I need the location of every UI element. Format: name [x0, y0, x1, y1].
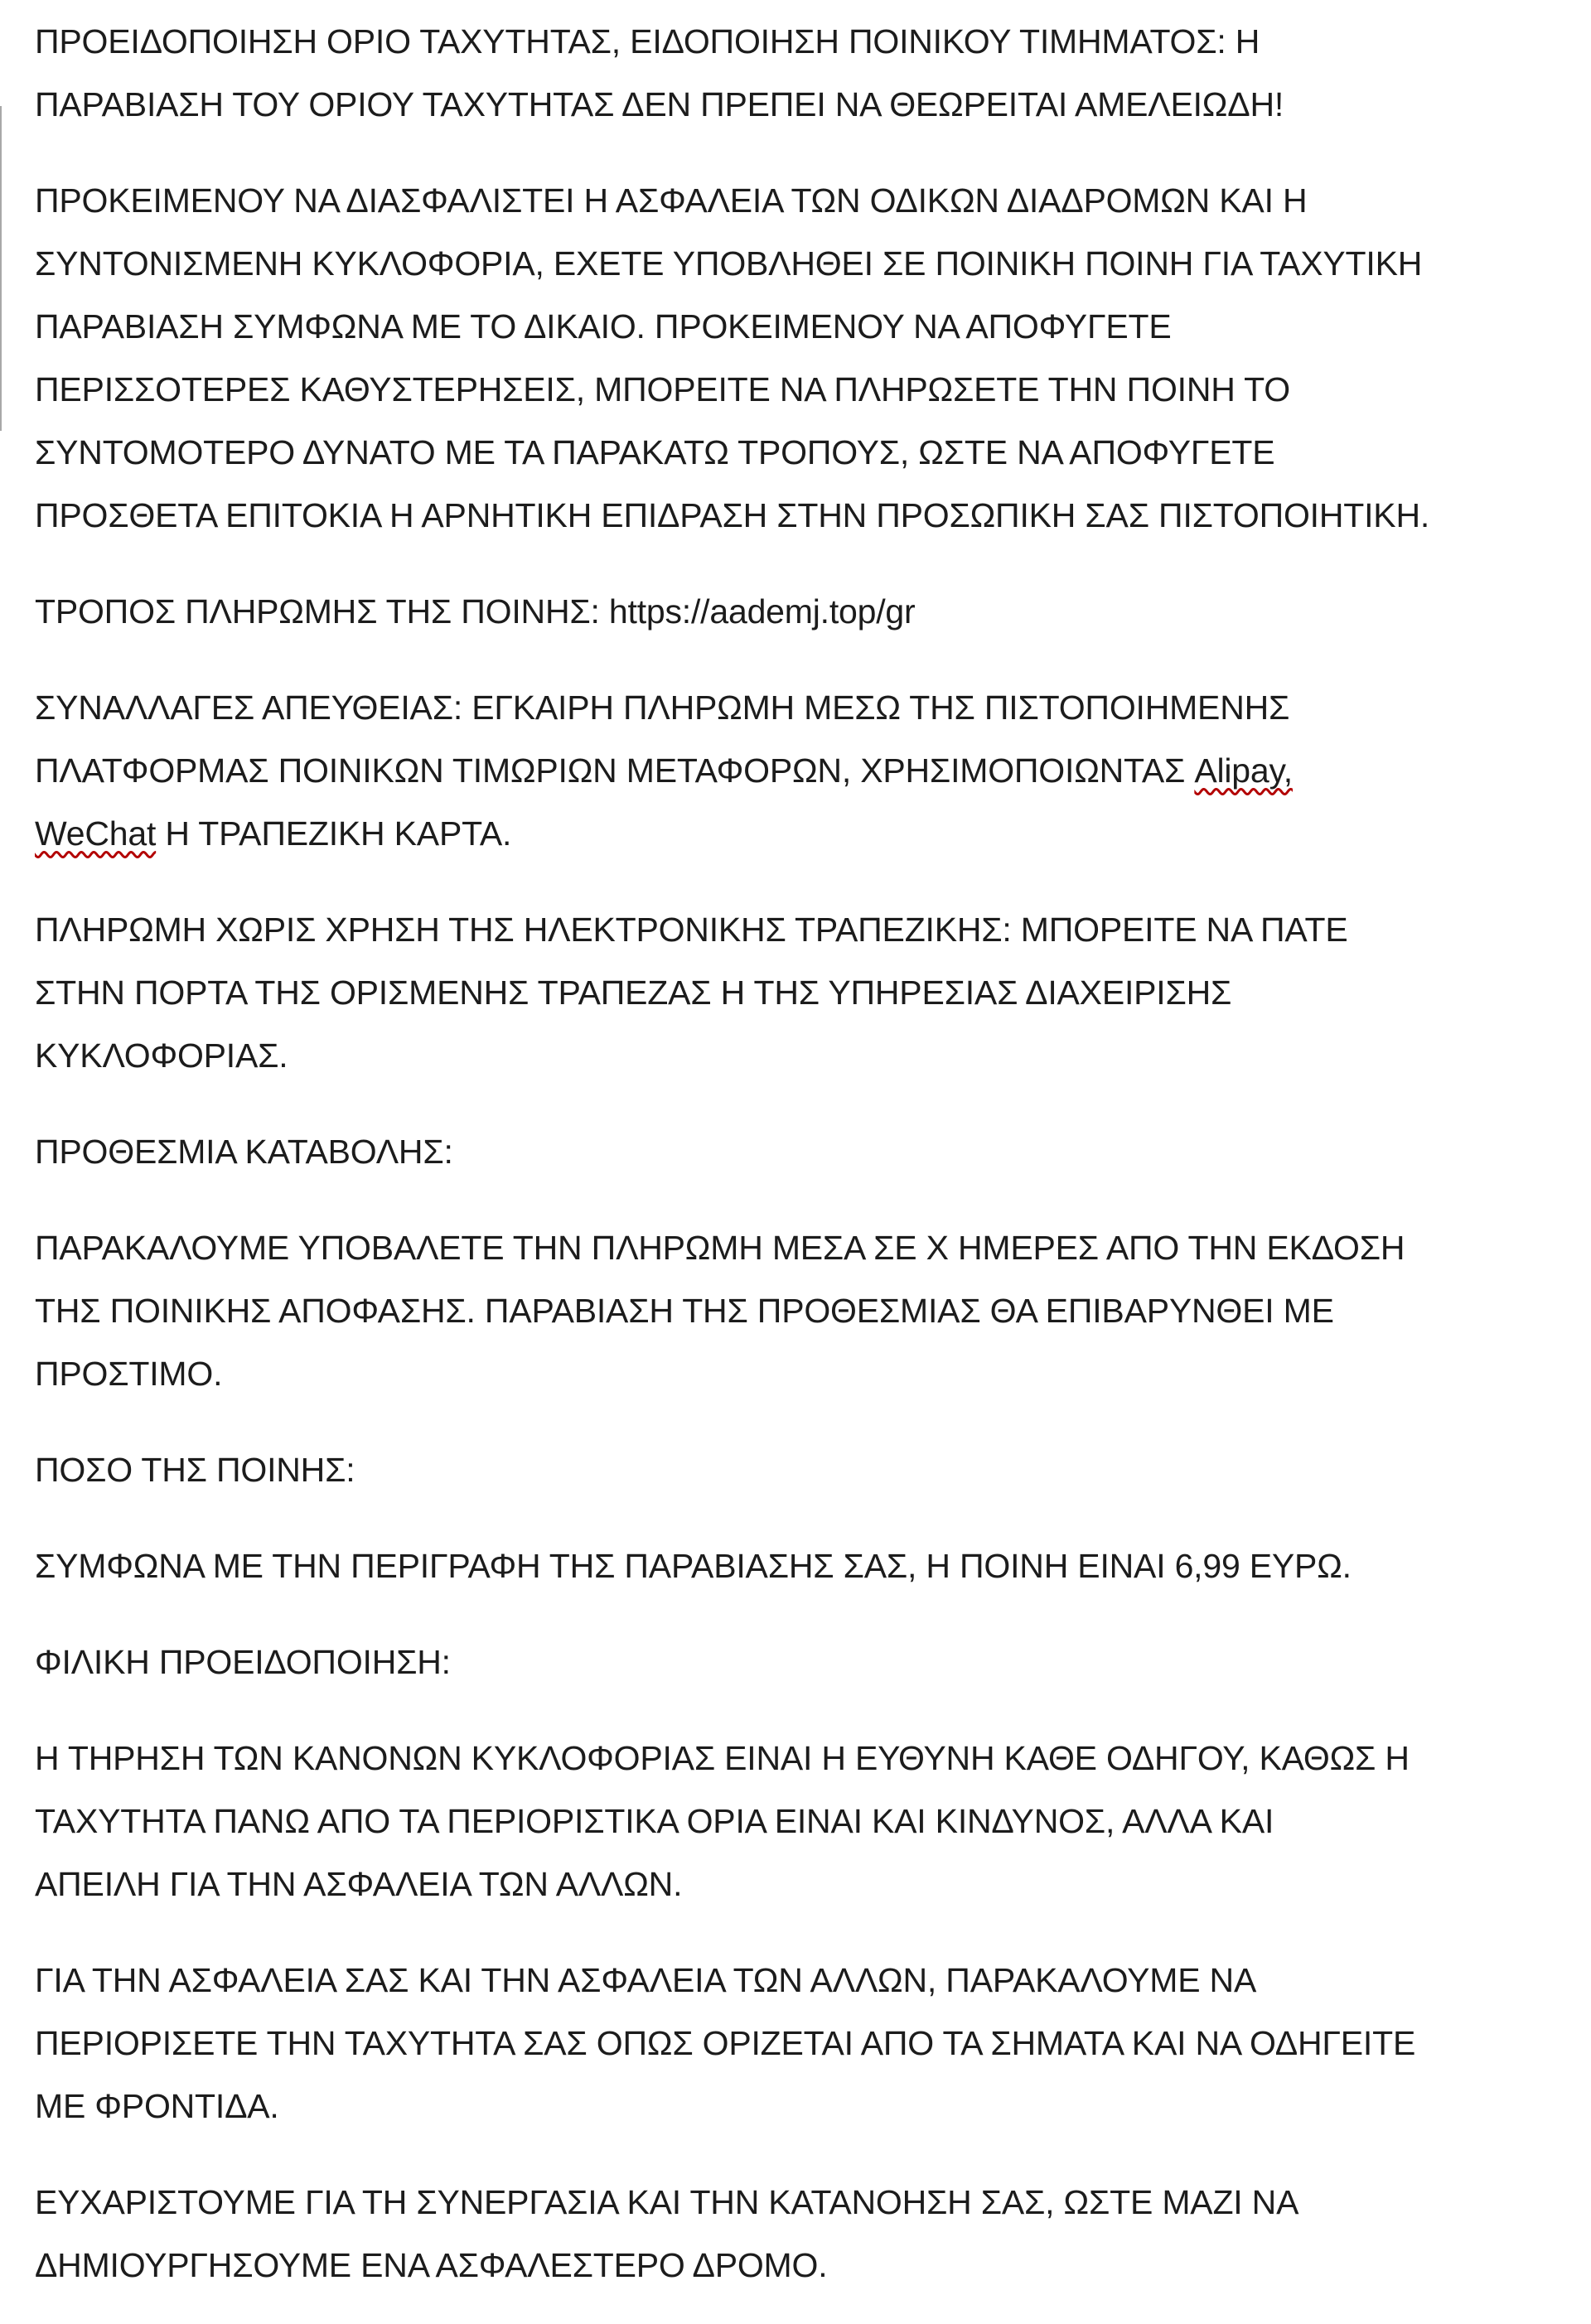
text-run: ΠΟΣΟ ΤΗΣ ΠΟΙΝΗΣ:	[35, 1451, 355, 1489]
text-run: ΠΡΟΚΕΙΜΕΝΟΥ ΝΑ ΔΙΑΣΦΑΛΙΣΤΕΙ Η ΑΣΦΑΛΕΙΑ ΤΩΝ ΟΔΙΚΩΝ ΔΙΑΔΡΟΜΩΝ ΚΑΙ Η	[35, 181, 1308, 220]
left-edge-artifact	[0, 106, 2, 431]
text-line	[35, 2234, 1558, 2297]
payment-method-url	[35, 580, 1558, 643]
text-run: ΠΕΡΙΣΣΟΤΕΡΕΣ ΚΑΘΥΣΤΕΡΗΣΕΙΣ, ΜΠΟΡΕΙΤΕ ΝΑ ΠΛΗΡΩΣΕΤΕ ΤΗΝ ΠΟΙΝΗ ΤΟ	[35, 370, 1290, 408]
text-run: ΣΥΝΤΟΝΙΣΜΕΝΗ ΚΥΚΛΟΦΟΡΙΑ, ΕΧΕΤΕ ΥΠΟΒΛΗΘΕΙ ΣΕ ΠΟΙΝΙΚΗ ΠΟΙΝΗ ΓΙΑ ΤΑΧΥΤΙΚΗ	[35, 244, 1423, 283]
text-run: ΣΥΜΦΩΝΑ ΜΕ ΤΗΝ ΠΕΡΙΓΡΑΦΗ ΤΗΣ ΠΑΡΑΒΙΑΣΗΣ ΣΑΣ, Η ΠΟΙΝΗ ΕΙΝΑΙ 6,99 ΕΥΡΩ.	[35, 1547, 1352, 1585]
direct-transactions	[35, 676, 1558, 865]
text-run: Η ΤΡΑΠΕΖΙΚΗ ΚΑΡΤΑ.	[156, 814, 512, 853]
text-line	[35, 1216, 1558, 1279]
text-line	[35, 10, 1558, 73]
text-run: ΠΡΟΣΤΙΜΟ.	[35, 1355, 223, 1393]
text-line	[35, 961, 1558, 1024]
text-line	[35, 1342, 1558, 1405]
intro-warning	[35, 10, 1558, 136]
text-run: ΣΥΝΑΛΛΑΓΕΣ ΑΠΕΥΘΕΙΑΣ: ΕΓΚΑΙΡΗ ΠΛΗΡΩΜΗ ΜΕΣΩ ΤΗΣ ΠΙΣΤΟΠΟΙΗΜΕΝΗΣ	[35, 689, 1290, 727]
payment-deadline-heading	[35, 1120, 1558, 1183]
text-run: ΣΤΗΝ ΠΟΡΤΑ ΤΗΣ ΟΡΙΣΜΕΝΗΣ ΤΡΑΠΕΖΑΣ Η ΤΗΣ ΥΠΗΡΕΣΙΑΣ ΔΙΑΧΕΙΡΙΣΗΣ	[35, 974, 1232, 1012]
text-line	[35, 169, 1558, 232]
text-run: ΤΡΟΠΟΣ ΠΛΗΡΩΜΗΣ ΤΗΣ ΠΟΙΝΗΣ:	[35, 592, 609, 631]
text-line	[35, 1120, 1558, 1183]
friendly-warning-heading	[35, 1631, 1558, 1693]
text-line	[35, 2075, 1558, 2138]
text-run: ΠΑΡΑΒΙΑΣΗ ΣΥΜΦΩΝΑ ΜΕ ΤΟ ΔΙΚΑΙΟ. ΠΡΟΚΕΙΜΕΝΟΥ ΝΑ ΑΠΟΦΥΓΕΤΕ	[35, 307, 1172, 345]
text-run: ΓΙΑ ΤΗΝ ΑΣΦΑΛΕΙΑ ΣΑΣ ΚΑΙ ΤΗΝ ΑΣΦΑΛΕΙΑ ΤΩΝ ΑΛΛΩΝ, ΠΑΡΑΚΑΛΟΥΜΕ ΝΑ	[35, 1961, 1257, 1999]
penalty-amount-heading	[35, 1438, 1558, 1501]
text-line	[35, 1024, 1558, 1087]
text-run: ΤΑΧΥΤΗΤΑ ΠΑΝΩ ΑΠΟ ΤΑ ΠΕΡΙΟΡΙΣΤΙΚΑ ΟΡΙΑ ΕΙΝΑΙ ΚΑΙ ΚΙΝΔΥΝΟΣ, ΑΛΛΑ ΚΑΙ	[35, 1802, 1274, 1840]
text-run: Η ΤΗΡΗΣΗ ΤΩΝ ΚΑΝΟΝΩΝ ΚΥΚΛΟΦΟΡΙΑΣ ΕΙΝΑΙ Η ΕΥΘΥΝΗ ΚΑΘΕ ΟΔΗΓΟΥ, ΚΑΘΩΣ Η	[35, 1739, 1410, 1777]
text-line	[35, 484, 1558, 547]
text-run: ΚΥΚΛΟΦΟΡΙΑΣ.	[35, 1036, 288, 1075]
text-run: ΤΗΣ ΠΟΙΝΙΚΗΣ ΑΠΟΦΑΣΗΣ. ΠΑΡΑΒΙΑΣΗ ΤΗΣ ΠΡΟΘΕΣΜΙΑΣ ΘΑ ΕΠΙΒΑΡΥΝΘΕΙ ΜΕ	[35, 1292, 1334, 1330]
text-line	[35, 802, 1558, 865]
text-line	[35, 1631, 1558, 1693]
text-run: ΣΥΝΤΟΜΟΤΕΡΟ ΔΥΝΑΤΟ ΜΕ ΤΑ ΠΑΡΑΚΑΤΩ ΤΡΟΠΟΥΣ, ΩΣΤΕ ΝΑ ΑΠΟΦΥΓΕΤΕ	[35, 433, 1275, 471]
text-line	[35, 1790, 1558, 1853]
payment-deadline-text	[35, 1216, 1558, 1405]
driver-responsibility	[35, 1727, 1558, 1916]
text-run: ΠΡΟΕΙΔΟΠΟΙΗΣΗ ΟΡΙΟ ΤΑΧΥΤΗΤΑΣ, ΕΙΔΟΠΟΙΗΣΗ ΠΟΙΝΙΚΟΥ ΤΙΜΗΜΑΤΟΣ: Η	[35, 22, 1260, 60]
penalty-explanation	[35, 169, 1558, 547]
text-line	[35, 358, 1558, 421]
text-line	[35, 1438, 1558, 1501]
text-line	[35, 898, 1558, 961]
text-line	[35, 1853, 1558, 1916]
text-line	[35, 1534, 1558, 1597]
text-line	[35, 1727, 1558, 1790]
text-line	[35, 421, 1558, 484]
misspelled-word: WeChat	[35, 814, 157, 853]
text-run: ΜΕ ΦΡΟΝΤΙΔΑ.	[35, 2087, 279, 2125]
text-line	[35, 232, 1558, 295]
text-line	[35, 2171, 1558, 2234]
text-line	[35, 295, 1558, 358]
text-run: ΠΛΗΡΩΜΗ ΧΩΡΙΣ ΧΡΗΣΗ ΤΗΣ ΗΛΕΚΤΡΟΝΙΚΗΣ ΤΡΑΠΕΖΙΚΗΣ: ΜΠΟΡΕΙΤΕ ΝΑ ΠΑΤΕ	[35, 911, 1348, 949]
text-run: ΑΠΕΙΛΗ ΓΙΑ ΤΗΝ ΑΣΦΑΛΕΙΑ ΤΩΝ ΑΛΛΩΝ.	[35, 1865, 683, 1903]
misspelled-word: Alipay,	[1194, 751, 1293, 790]
text-run: ΔΗΜΙΟΥΡΓΗΣΟΥΜΕ ΕΝΑ ΑΣΦΑΛΕΣΤΕΡΟ ΔΡΟΜΟ.	[35, 2246, 828, 2284]
text-line	[35, 676, 1558, 739]
text-line	[35, 580, 1558, 643]
text-run: ΦΙΛΙΚΗ ΠΡΟΕΙΔΟΠΟΙΗΣΗ:	[35, 1643, 451, 1681]
text-run: ΠΛΑΤΦΟΡΜΑΣ ΠΟΙΝΙΚΩΝ ΤΙΜΩΡΙΩΝ ΜΕΤΑΦΟΡΩΝ, ΧΡΗΣΙΜΟΠΟΙΩΝΤΑΣ	[35, 751, 1195, 790]
text-run: ΠΑΡΑΚΑΛΟΥΜΕ ΥΠΟΒΑΛΕΤΕ ΤΗΝ ΠΛΗΡΩΜΗ ΜΕΣΑ ΣΕ Χ ΗΜΕΡΕΣ ΑΠΟ ΤΗΝ ΕΚΔΟΣΗ	[35, 1229, 1405, 1267]
text-line	[35, 739, 1558, 802]
text-line	[35, 2012, 1558, 2075]
safety-advice	[35, 1949, 1558, 2138]
text-run: ΠΡΟΘΕΣΜΙΑ ΚΑΤΑΒΟΛΗΣ:	[35, 1133, 453, 1171]
text-line	[35, 1949, 1558, 2012]
text-run: ΕΥΧΑΡΙΣΤΟΥΜΕ ΓΙΑ ΤΗ ΣΥΝΕΡΓΑΣΙΑ ΚΑΙ ΤΗΝ ΚΑΤΑΝΟΗΣΗ ΣΑΣ, ΩΣΤΕ ΜΑΖΙ ΝΑ	[35, 2183, 1299, 2221]
text-run: ΠΑΡΑΒΙΑΣΗ ΤΟΥ ΟΡΙΟΥ ΤΑΧΥΤΗΤΑΣ ΔΕΝ ΠΡΕΠΕΙ ΝΑ ΘΕΩΡΕΙΤΑΙ ΑΜΕΛΕΙΩΔΗ!	[35, 85, 1284, 123]
closing-thanks	[35, 2171, 1558, 2297]
text-line	[35, 1279, 1558, 1342]
text-run: ΠΡΟΣΘΕΤΑ ΕΠΙΤΟΚΙΑ Η ΑΡΝΗΤΙΚΗ ΕΠΙΔΡΑΣΗ ΣΤΗΝ ΠΡΟΣΩΠΙΚΗ ΣΑΣ ΠΙΣΤΟΠΟΙΗΤΙΚΗ.	[35, 496, 1430, 534]
penalty-amount-text	[35, 1534, 1558, 1597]
text-run: ΠΕΡΙΟΡΙΣΕΤΕ ΤΗΝ ΤΑΧΥΤΗΤΑ ΣΑΣ ΟΠΩΣ ΟΡΙΖΕΤΑΙ ΑΠΟ ΤΑ ΣΗΜΑΤΑ ΚΑΙ ΝΑ ΟΔΗΓΕΙΤΕ	[35, 2024, 1416, 2062]
payment-url: https://aademj.top/gr	[608, 592, 916, 631]
text-line	[35, 73, 1558, 136]
offline-payment	[35, 898, 1558, 1087]
